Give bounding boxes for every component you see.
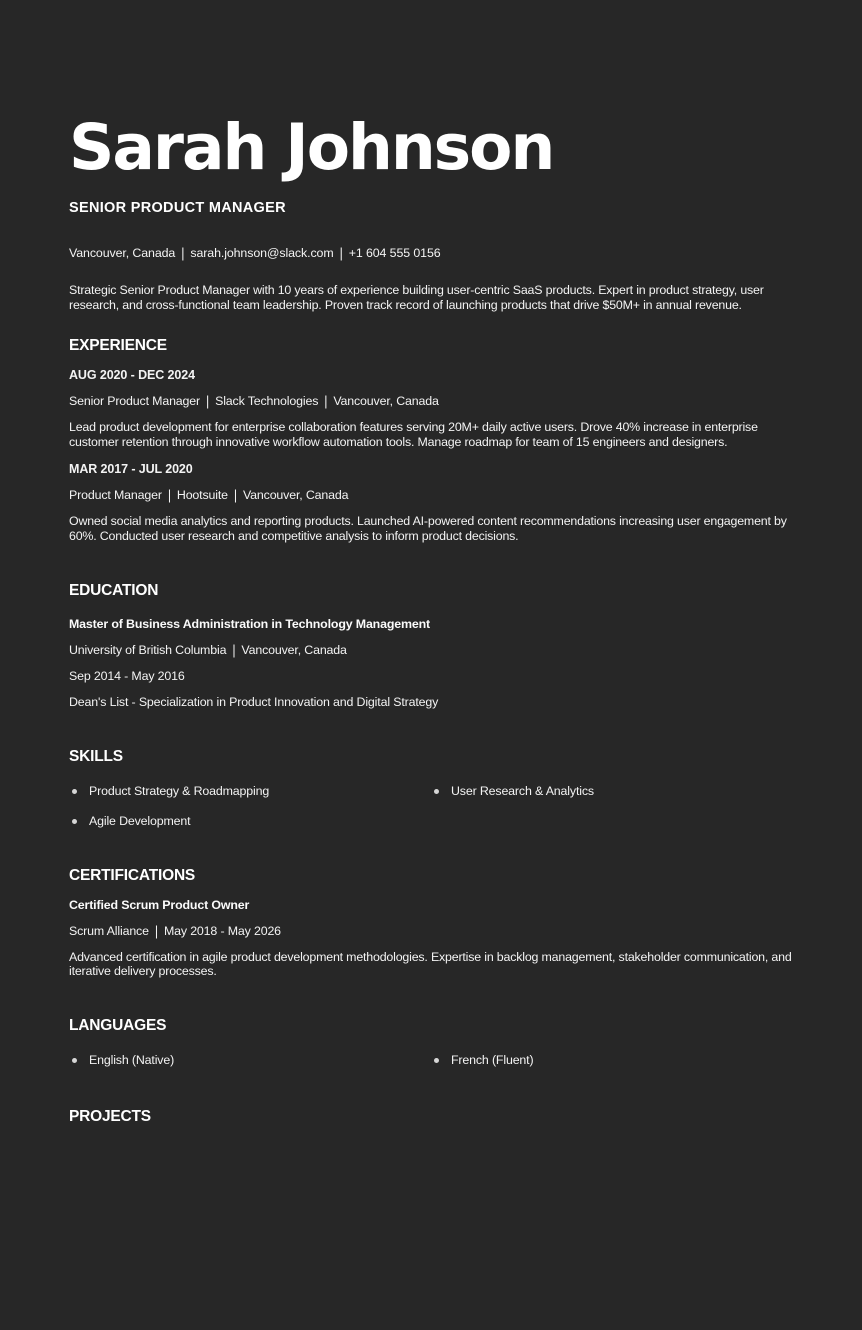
experience-entry (69, 462, 793, 543)
education-degree: Master of Business Administration in Technology Management (69, 616, 431, 631)
experience-dates: AUG 2020 - DEC 2024 (69, 368, 195, 383)
language-label: French (Fluent) (451, 1052, 534, 1067)
certification-description: Advanced certification in agile product development methodologies. Expertise in backlog management, stakeholder communication, and iterative delivery processes. (69, 949, 792, 979)
education-school-line (69, 643, 793, 658)
section-heading-projects: PROJECTS (69, 1107, 151, 1125)
experience-role-line (69, 394, 793, 409)
contact-line (69, 246, 793, 261)
certification-issuer: Scrum Alliance (69, 923, 149, 938)
education-dates: Sep 2014 - May 2016 (69, 668, 185, 683)
certification-dates: May 2018 - May 2026 (163, 923, 281, 938)
contact-location: Vancouver, Canada (69, 246, 176, 260)
experience-role-line (69, 488, 793, 503)
section-heading-education: EDUCATION (69, 581, 159, 599)
experience-description: Lead product development for enterprise collaboration features serving 20M+ daily active users. Drove 40% increase in enterprise customer retention through innovative workflow automation tools. Manage roadmap for team of 15 engineers and designers. (69, 420, 758, 449)
experience-company: Hootsuite (176, 488, 228, 503)
section-heading-skills: SKILLS (69, 747, 123, 765)
bullet-icon (434, 1058, 439, 1063)
certification-entry (69, 898, 793, 979)
experience-location: Vancouver, Canada (333, 394, 439, 409)
bullet-icon (72, 1058, 77, 1063)
bullet-icon (72, 819, 77, 824)
languages-list (69, 1053, 793, 1068)
resume-page (0, 112, 862, 1330)
skill-label: Agile Development (89, 813, 191, 828)
experience-role: Product Manager (69, 488, 162, 503)
role-separator: | (233, 487, 237, 504)
experience-location: Vancouver, Canada (242, 488, 349, 503)
person-name: Sarah Johnson (69, 111, 554, 184)
role-separator: | (167, 487, 171, 504)
contact-separator: | (339, 244, 343, 261)
education-entry (69, 617, 793, 710)
skill-label: User Research & Analytics (451, 783, 594, 798)
education-note: Dean's List - Specialization in Product Innovation and Digital Strategy (69, 694, 439, 709)
section-heading-languages: LANGUAGES (69, 1016, 167, 1034)
section-heading-experience: EXPERIENCE (69, 337, 167, 355)
bullet-icon (72, 789, 77, 794)
role-separator: | (324, 393, 328, 410)
skill-label: Product Strategy & Roadmapping (89, 783, 270, 798)
education-school: University of British Columbia (69, 642, 227, 657)
skill-item (69, 784, 431, 799)
contact-email: sarah.johnson@slack.com (190, 246, 334, 260)
experience-role: Senior Product Manager (69, 394, 201, 409)
skill-item (431, 784, 793, 799)
contact-phone: +1 604 555 0156 (348, 246, 441, 260)
experience-company: Slack Technologies (215, 394, 319, 409)
certification-issuer-line (69, 924, 793, 939)
school-separator: | (232, 641, 236, 658)
section-heading-certifications: CERTIFICATIONS (69, 866, 196, 884)
job-title: SENIOR PRODUCT MANAGER (69, 200, 286, 216)
experience-entry (69, 368, 793, 449)
skills-list (69, 784, 793, 829)
issuer-separator: | (154, 922, 158, 939)
bullet-icon (434, 789, 439, 794)
language-item (431, 1053, 793, 1068)
certification-name: Certified Scrum Product Owner (69, 897, 250, 912)
professional-summary: Strategic Senior Product Manager with 10 years of experience building user-centric SaaS products. Expert in product strategy, user research, and cross-functional team leadership. Proven track record of launching products that drive $50M+ in annual revenue. (69, 283, 764, 312)
role-separator: | (206, 393, 210, 410)
language-item (69, 1053, 431, 1068)
skill-item (69, 814, 431, 829)
education-location: Vancouver, Canada (241, 642, 347, 657)
experience-dates: MAR 2017 - JUL 2020 (69, 462, 193, 477)
language-label: English (Native) (89, 1052, 175, 1067)
contact-separator: | (181, 244, 185, 261)
experience-description: Owned social media analytics and reporting products. Launched AI-powered content recommendations increasing user engagement by 60%. Conducted user research and competitive analysis to inform product decisions. (69, 514, 787, 543)
